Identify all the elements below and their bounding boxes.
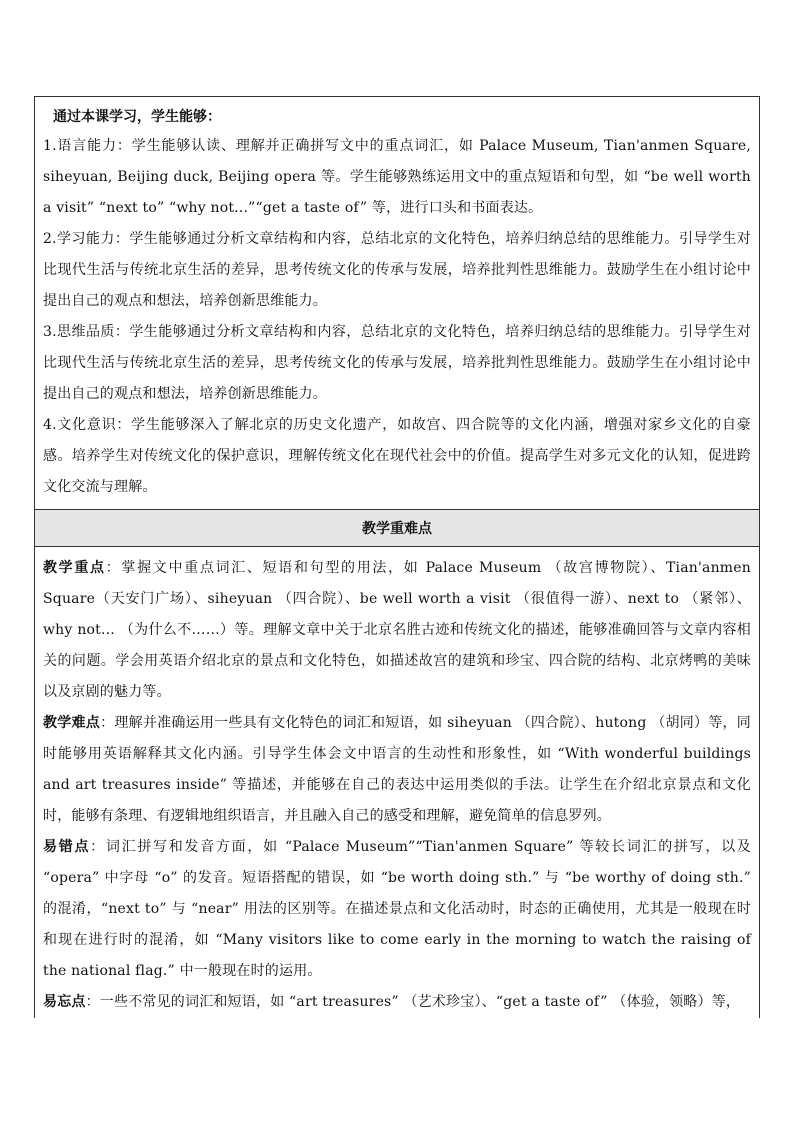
- teaching-difficulty-label: 教学难点: [43, 715, 101, 731]
- error-prone-label: 易错点: [43, 839, 91, 855]
- teaching-difficulty-text: ：理解并准确运用一些具有文化特色的词汇和短语，如 siheyuan （四合院）、hutong （胡同）等，同时能够用英语解释其文化内涵。引导学生体会文中语言的生动性和形象性，如 “With wonderful buildings and art treasures inside” 等描述，并能够在自己的表达中运用类似的手法。让学生在介绍北京景点和文化时，能够有条理、有逻辑地组织语言，并且融入自己的感受和理解，避免简单的信息罗列。: [43, 715, 751, 824]
- objectives-intro: 通过本课学习，学生能够：: [53, 109, 221, 125]
- easily-forgotten-label: 易忘点: [43, 994, 86, 1010]
- objectives-section: [35, 97, 759, 509]
- teaching-difficulty: [43, 708, 751, 832]
- teaching-focus: [43, 553, 751, 708]
- easily-forgotten-text: ：一些不常见的词汇和短语，如 “art treasures” （艺术珍宝）、“get a taste of” （体验，领略）等，: [85, 994, 741, 1010]
- teaching-focus-text: ：掌握文中重点词汇、短语和句型的用法，如 Palace Museum （故宫博物院）、Tian'anmen Square（天安门广场）、siheyuan （四合院）、be well worth a visit （很值得一游）、next to （紧邻）、why not... （为什么不……）等。理解文章中关于北京名胜古迹和传统文化的描述，能够准确回答与文章内容相关的问题。学会用英语介绍北京的景点和文化特色，如描述故宫的建筑和珍宝、四合院的结构、北京烤鸭的美味以及京剧的魅力等。: [43, 560, 751, 700]
- error-prone-points: [43, 832, 751, 987]
- key-difficult-header: 教学重难点: [35, 509, 759, 547]
- lesson-plan-table: [34, 96, 760, 1018]
- objective-language: 1.语言能力：学生能够认读、理解并正确拼写文中的重点词汇，如 Palace Museum, Tian'anmen Square, siheyuan, Beijing duck, Beijing opera 等。学生能够熟练运用文中的重点短语和句型，如 “be well worth a visit” “next to” “why not...”“get a taste of” 等，进行口头和书面表达。: [43, 138, 751, 216]
- objective-learning: 2.学习能力：学生能够通过分析文章结构和内容，总结北京的文化特色，培养归纳总结的思维能力。引导学生对比现代生活与传统北京生活的差异，思考传统文化的传承与发展，培养批判性思维能力。鼓励学生在小组讨论中提出自己的观点和想法，培养创新思维能力。: [43, 231, 751, 309]
- objective-thinking: 3.思维品质：学生能够通过分析文章结构和内容，总结北京的文化特色，培养归纳总结的思维能力。引导学生对比现代生活与传统北京生活的差异，思考传统文化的传承与发展，培养批判性思维能力。鼓励学生在小组讨论中提出自己的观点和想法，培养创新思维能力。: [43, 324, 751, 402]
- easily-forgotten-points: [43, 987, 751, 1018]
- teaching-focus-label: 教学重点: [43, 560, 106, 576]
- objective-culture: 4.文化意识：学生能够深入了解北京的历史文化遗产，如故宫、四合院等的文化内涵，增强对家乡文化的自豪感。培养学生对传统文化的保护意识，理解传统文化在现代社会中的价值。提高学生对多元文化的认知，促进跨文化交流与理解。: [43, 417, 751, 495]
- error-prone-text: ：词汇拼写和发音方面，如 “Palace Museum”“Tian'anmen Square” 等较长词汇的拼写，以及 “opera” 中字母 “o” 的发音。短语搭配的错误，如 “be worth doing sth.” 与 “be worthy of doing sth.” 的混淆，“next to” 与 “near” 用法的区别等。在描述景点和文化活动时，时态的正确使用，尤其是一般现在时和现在进行时的混淆，如 “Many visitors like to come early in the morning to watch the raising of the national flag.” 中一般现在时的运用。: [43, 839, 751, 979]
- key-difficult-section: [35, 547, 759, 1018]
